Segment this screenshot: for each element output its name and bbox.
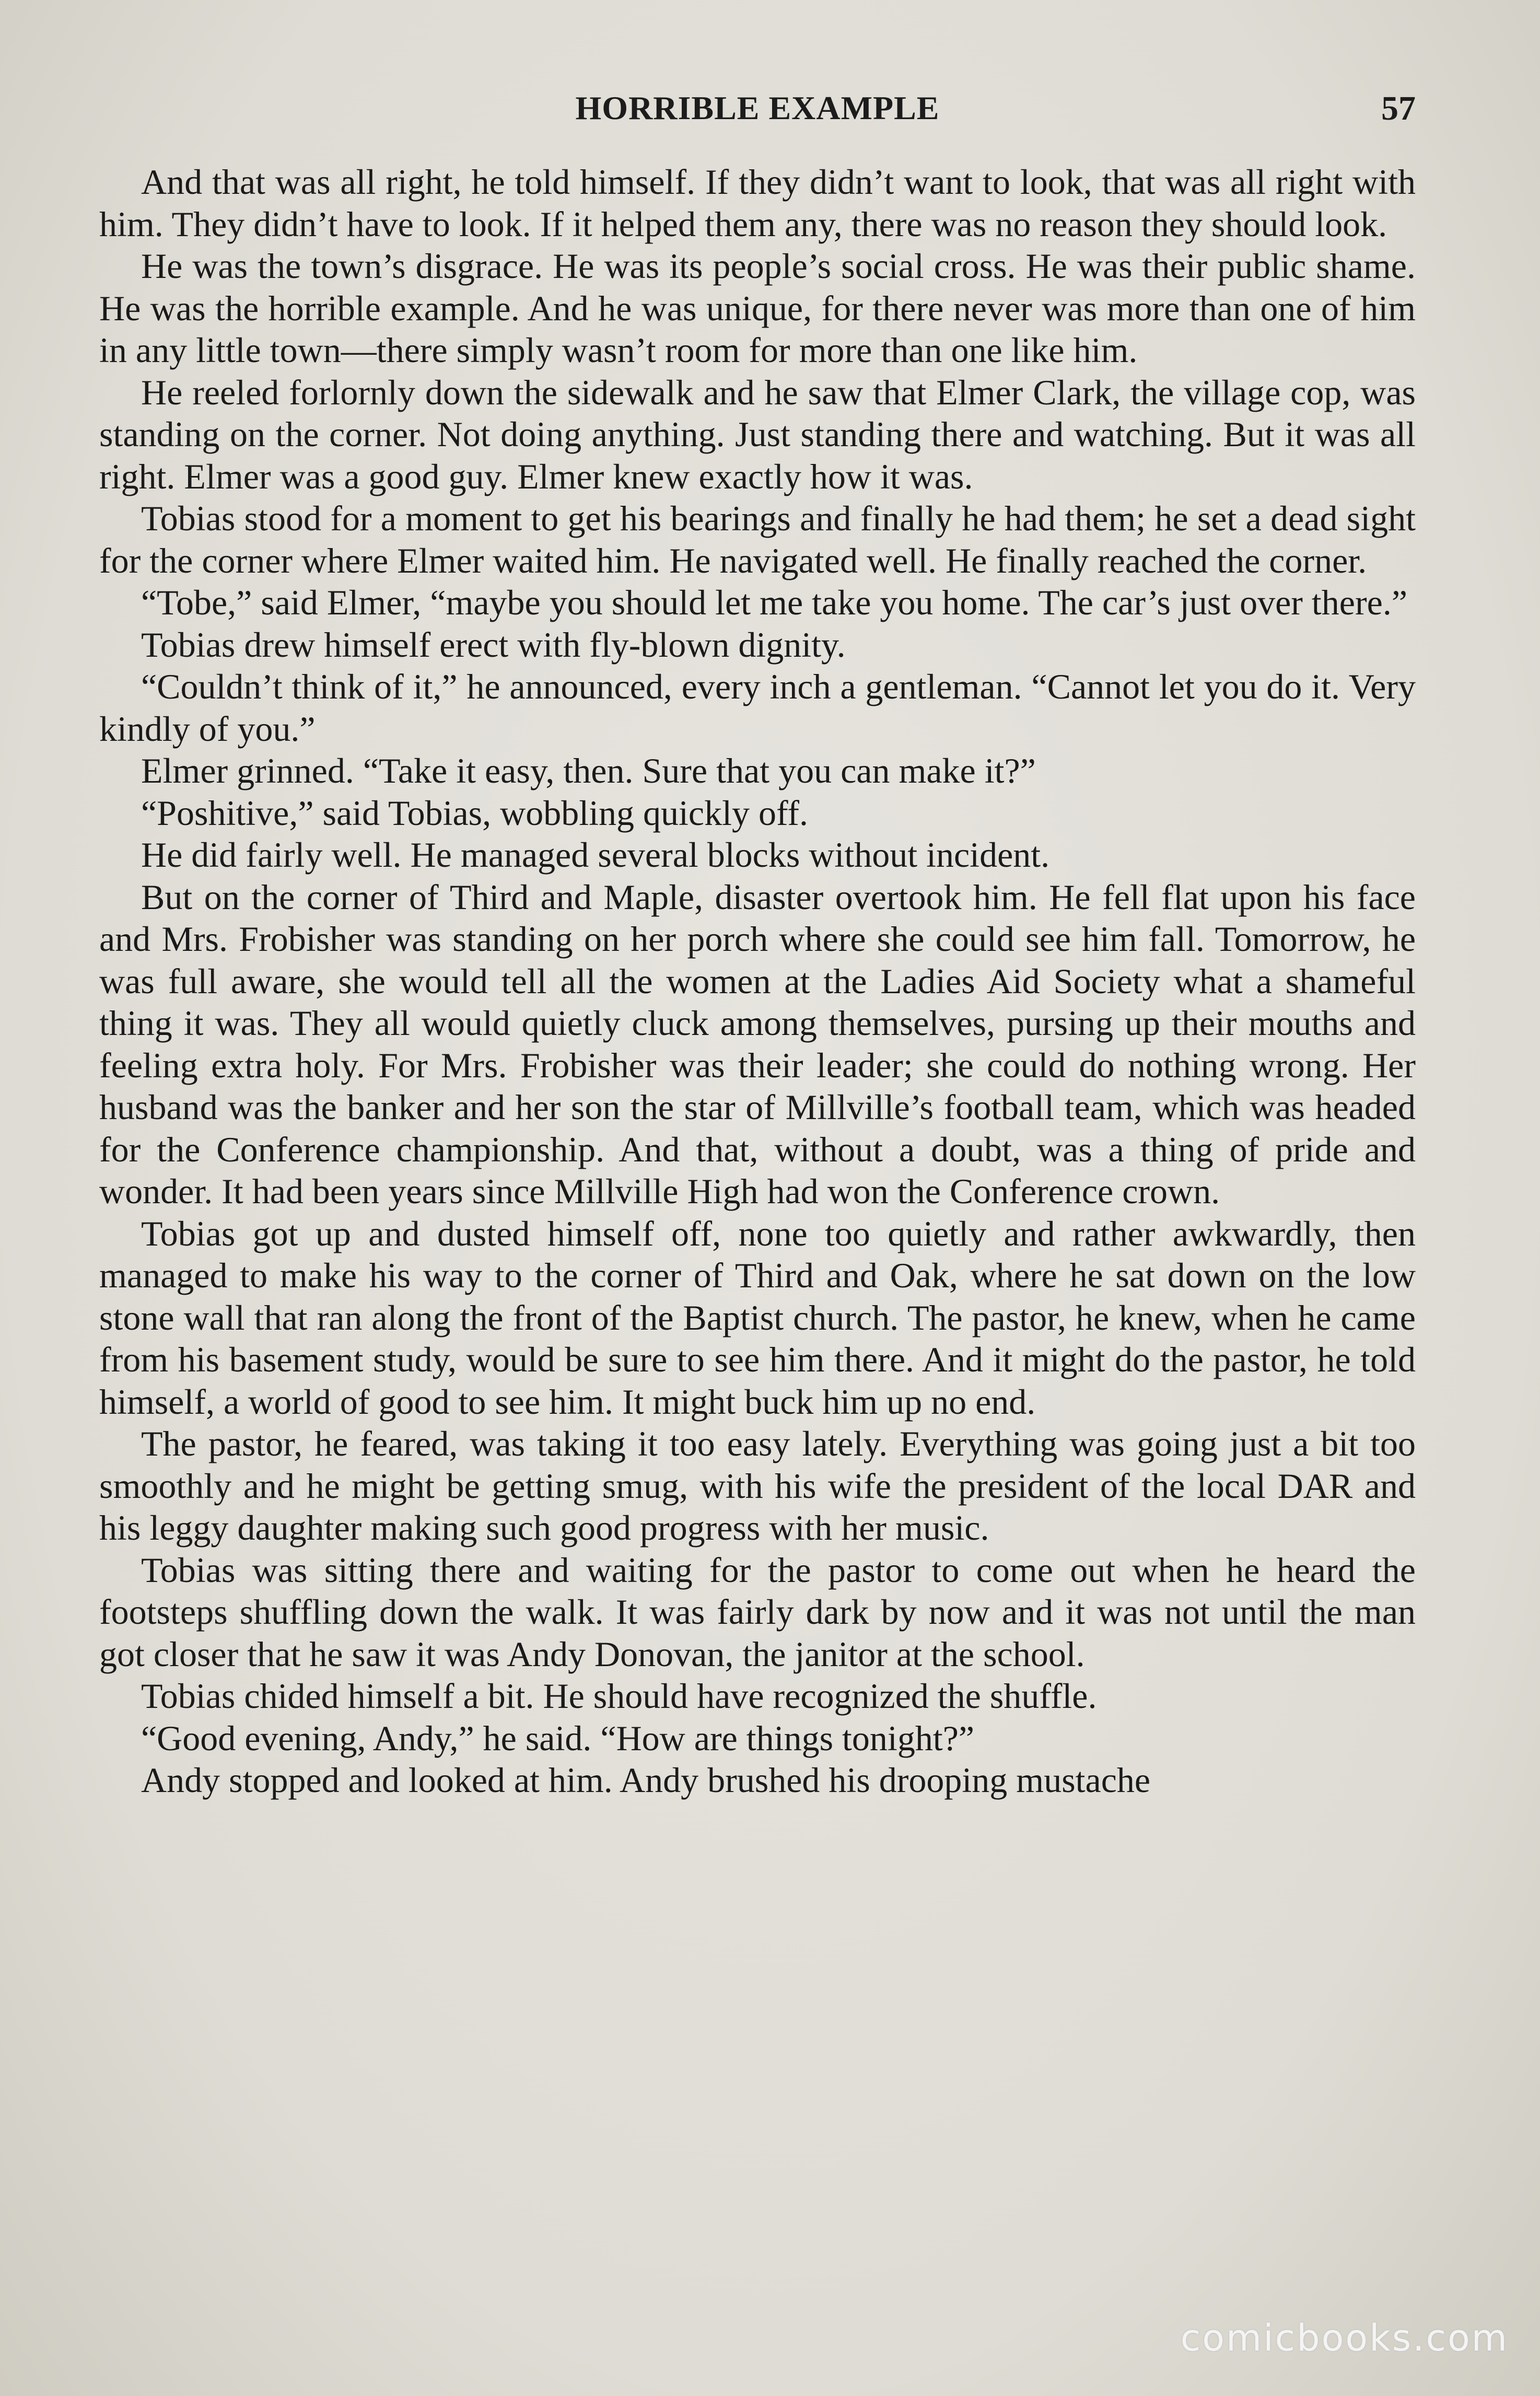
paragraph: “Tobe,” said Elmer, “maybe you should let me take you home. The car’s just over there.” [141,583,1407,622]
paragraph: “Couldn’t think of it,” he announced, every inch a gentleman. “Cannot let you do it. Very kindly of you.” [99,667,1416,749]
paragraph: He did fairly well. He managed several blocks without incident. [141,835,1050,875]
paragraph: Tobias was sitting there and waiting for the pastor to come out when he heard the footsteps shuffling down the walk. It was fairly dark by now and it was not until the man got closer that he saw it was Andy Donovan, the janitor at the school. [99,1550,1416,1674]
paragraph: And that was all right, he told himself. If they didn’t want to look, that was all right with him. They didn’t have to look. If it helped them any, there was no reason they should look. [99,162,1416,244]
page-header [99,89,1416,141]
body-text [99,161,1416,1801]
watermark-text: comicbooks.com [1180,2317,1509,2359]
paragraph: The pastor, he feared, was taking it too easy lately. Everything was going just a bit too smoothly and he might be getting smug, with his wife the president of the local DAR and his leggy daughter making such good progress with her music. [99,1424,1416,1548]
paragraph: Tobias drew himself erect with fly-blown dignity. [141,624,846,665]
paragraph: He was the town’s disgrace. He was its people’s social cross. He was their public shame. He was the horrible example. And he was unique, for there never was more than one of him in any little town—there simply wasn’t room for more than one like him. [99,246,1416,370]
paragraph: “Good evening, Andy,” he said. “How are things tonight?” [141,1718,975,1758]
paragraph: Andy stopped and looked at him. Andy brushed his drooping mustache [141,1760,1151,1800]
running-head: HORRIBLE EXAMPLE [575,89,940,126]
page-number: 57 [1381,89,1416,127]
paragraph: Tobias stood for a moment to get his bearings and finally he had them; he set a dead sight for the corner where Elmer waited him. He navigated well. He finally reached the corner. [99,498,1416,580]
paragraph: Tobias chided himself a bit. He should have recognized the shuffle. [141,1676,1097,1716]
paragraph: But on the corner of Third and Maple, disaster overtook him. He fell flat upon his face and Mrs. Frobisher was standing on her porch where she could see him fall. Tomorrow, he was full aware, she would tell all the women at the Ladies Aid Society what a shameful thing it was. They all would quietly cluck among themselves, pursing up their mouths and feeling extra holy. For Mrs. Frobisher was their leader; she could do nothing wrong. Her husband was the banker and her son the star of Millville’s football team, which was headed for the Conference championship. And that, without a doubt, was a thing of pride and wonder. It had been years since Millville High had won the Conference crown. [99,877,1416,1211]
paragraph: “Poshitive,” said Tobias, wobbling quickly off. [141,793,809,833]
paragraph: Elmer grinned. “Take it easy, then. Sure that you can make it?” [141,751,1036,790]
paragraph: He reeled forlornly down the sidewalk and he saw that Elmer Clark, the village cop, was standing on the corner. Not doing anything. Just standing there and watching. But it was all right. Elmer was a good guy. Elmer knew exactly how it was. [99,372,1416,496]
paragraph: Tobias got up and dusted himself off, none too quietly and rather awkwardly, then managed to make his way to the corner of Third and Oak, where he sat down on the low stone wall that ran along the front of the Baptist church. The pastor, he knew, when he came from his basement study, would be sure to see him there. And it might do the pastor, he told himself, a world of good to see him. It might buck him up no end. [99,1213,1416,1422]
